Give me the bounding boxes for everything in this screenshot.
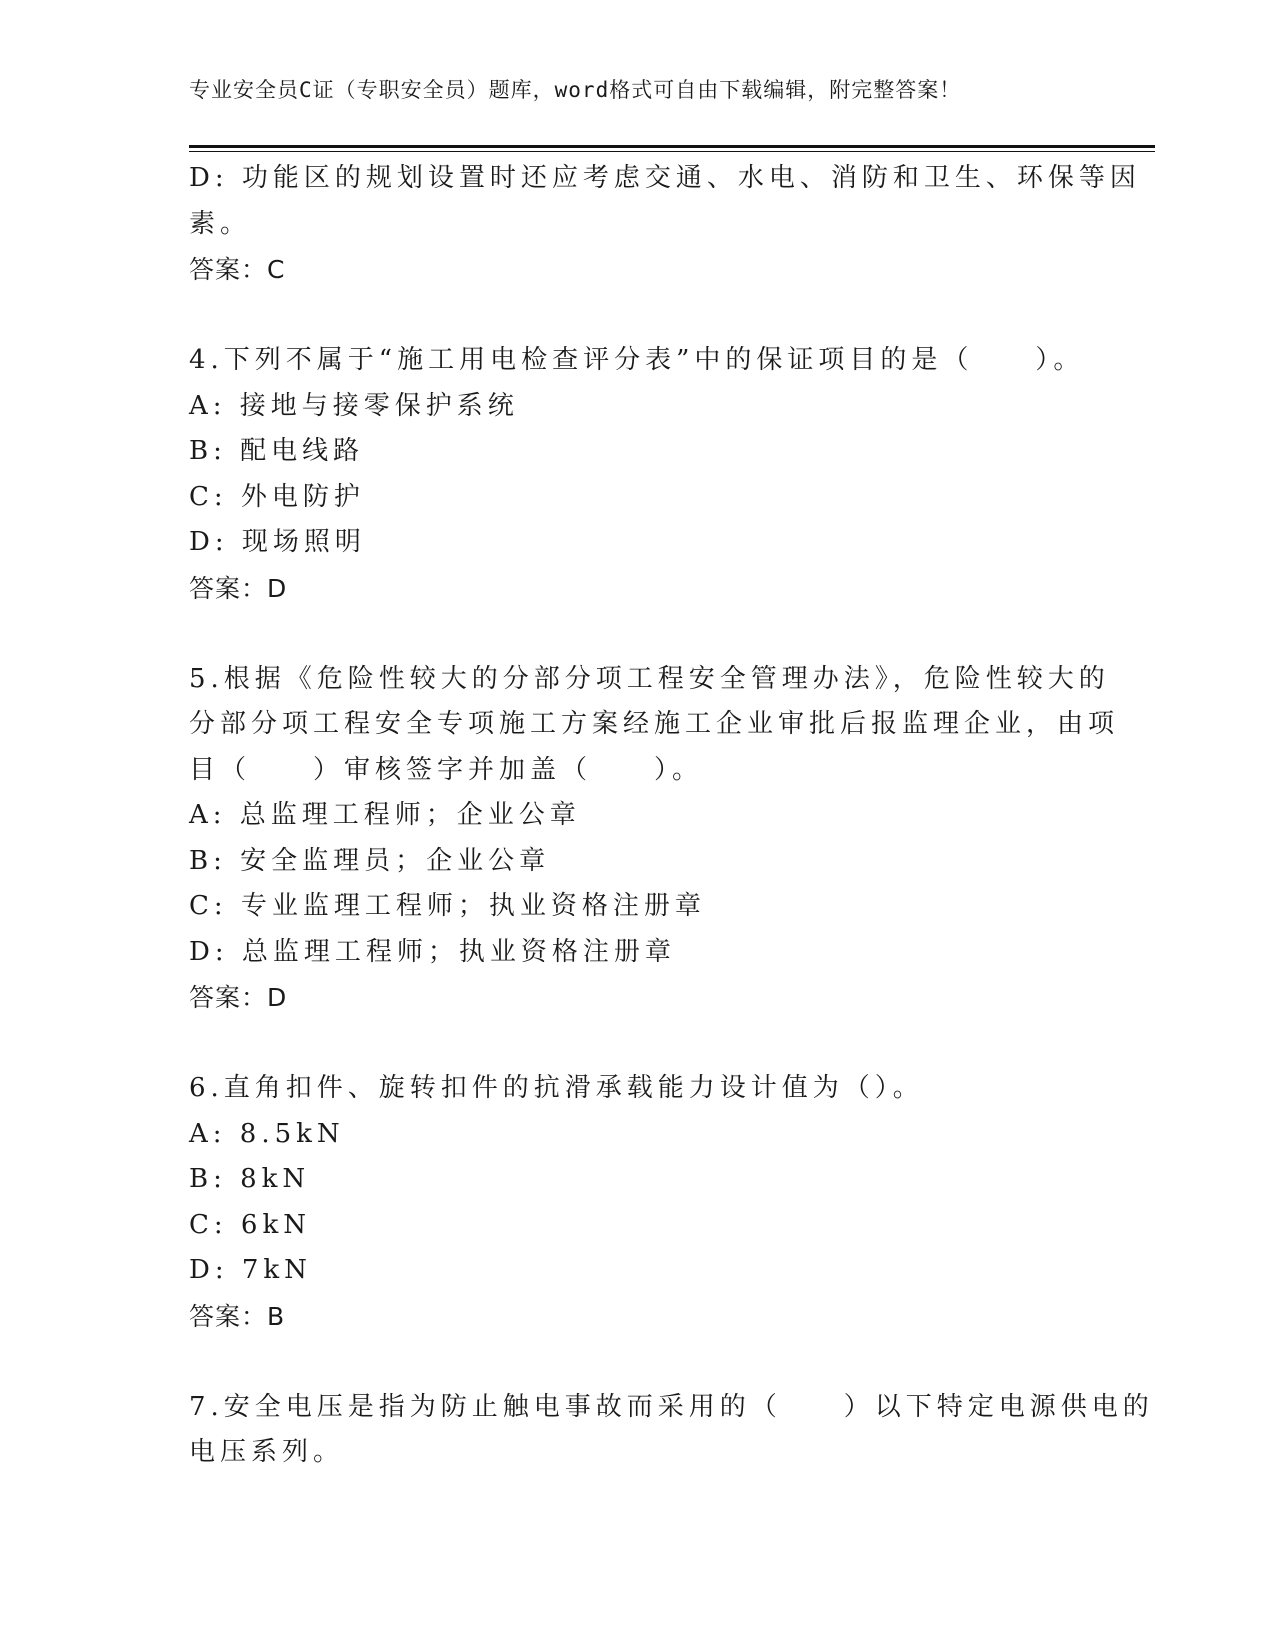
- q4-option-b: B: 配电线路: [189, 436, 365, 466]
- header-rule-thick: [189, 145, 1155, 148]
- q5-option-a: A: 总监理工程师；企业公章: [189, 800, 581, 830]
- q5-stem-line2: 分部分项工程安全专项施工方案经施工企业审批后报监理企业，由项: [189, 709, 1120, 739]
- q5-option-d: D: 总监理工程师；执业资格注册章: [189, 936, 676, 967]
- document-body: [189, 156, 1154, 1476]
- q6-stem: 6.直角扣件、旋转扣件的抗滑承载能力设计值为（）。: [189, 1073, 924, 1103]
- q5-stem-line3: 目（ ）审核签字并加盖（ ）。: [189, 754, 704, 785]
- q6-option-a: A: 8.5kN: [189, 1118, 345, 1149]
- q4-option-a: A: 接地与接零保护系统: [189, 390, 519, 421]
- spacer: [189, 611, 1089, 657]
- q5-stem-line1: 5.根据《危险性较大的分部分项工程安全管理办法》，危险性较大的: [189, 663, 1110, 694]
- q4-answer: 答案：D: [189, 573, 288, 603]
- spacer: [189, 293, 1089, 339]
- q7-stem-line2: 电压系列。: [189, 1437, 345, 1467]
- q5-option-c: C: 专业监理工程师；执业资格注册章: [189, 891, 706, 921]
- q4-stem: 4.下列不属于“施工用电检查评分表”中的保证项目的是（ ）。: [189, 345, 1085, 375]
- q3-option-d-line1: D: 功能区的规划设置时还应考虑交通、水电、消防和卫生、环保等因: [189, 163, 1141, 193]
- q7-stem-line1: 7.安全电压是指为防止触电事故而采用的（ ）以下特定电源供电的: [189, 1391, 1154, 1422]
- header-rule-thin: [189, 151, 1155, 152]
- q6-answer: 答案：B: [189, 1301, 286, 1331]
- q3-answer: 答案：C: [189, 255, 286, 284]
- q6-option-d: D: 7kN: [189, 1255, 312, 1285]
- spacer: [189, 1339, 1089, 1385]
- q6-option-b: B: 8kN: [189, 1164, 311, 1194]
- spacer: [189, 1021, 1089, 1067]
- q5-answer: 答案：D: [189, 983, 288, 1012]
- page-header-title: 专业安全员C证（专职安全员）题库，word格式可自由下载编辑，附完整答案！: [189, 78, 962, 102]
- q4-option-d: D: 现场照明: [189, 527, 366, 557]
- q6-option-c: C: 6kN: [189, 1209, 311, 1240]
- q5-option-b: B: 安全监理员；企业公章: [189, 845, 551, 876]
- q3-option-d-line2: 素。: [189, 208, 252, 239]
- q4-option-c: C: 外电防护: [189, 481, 365, 512]
